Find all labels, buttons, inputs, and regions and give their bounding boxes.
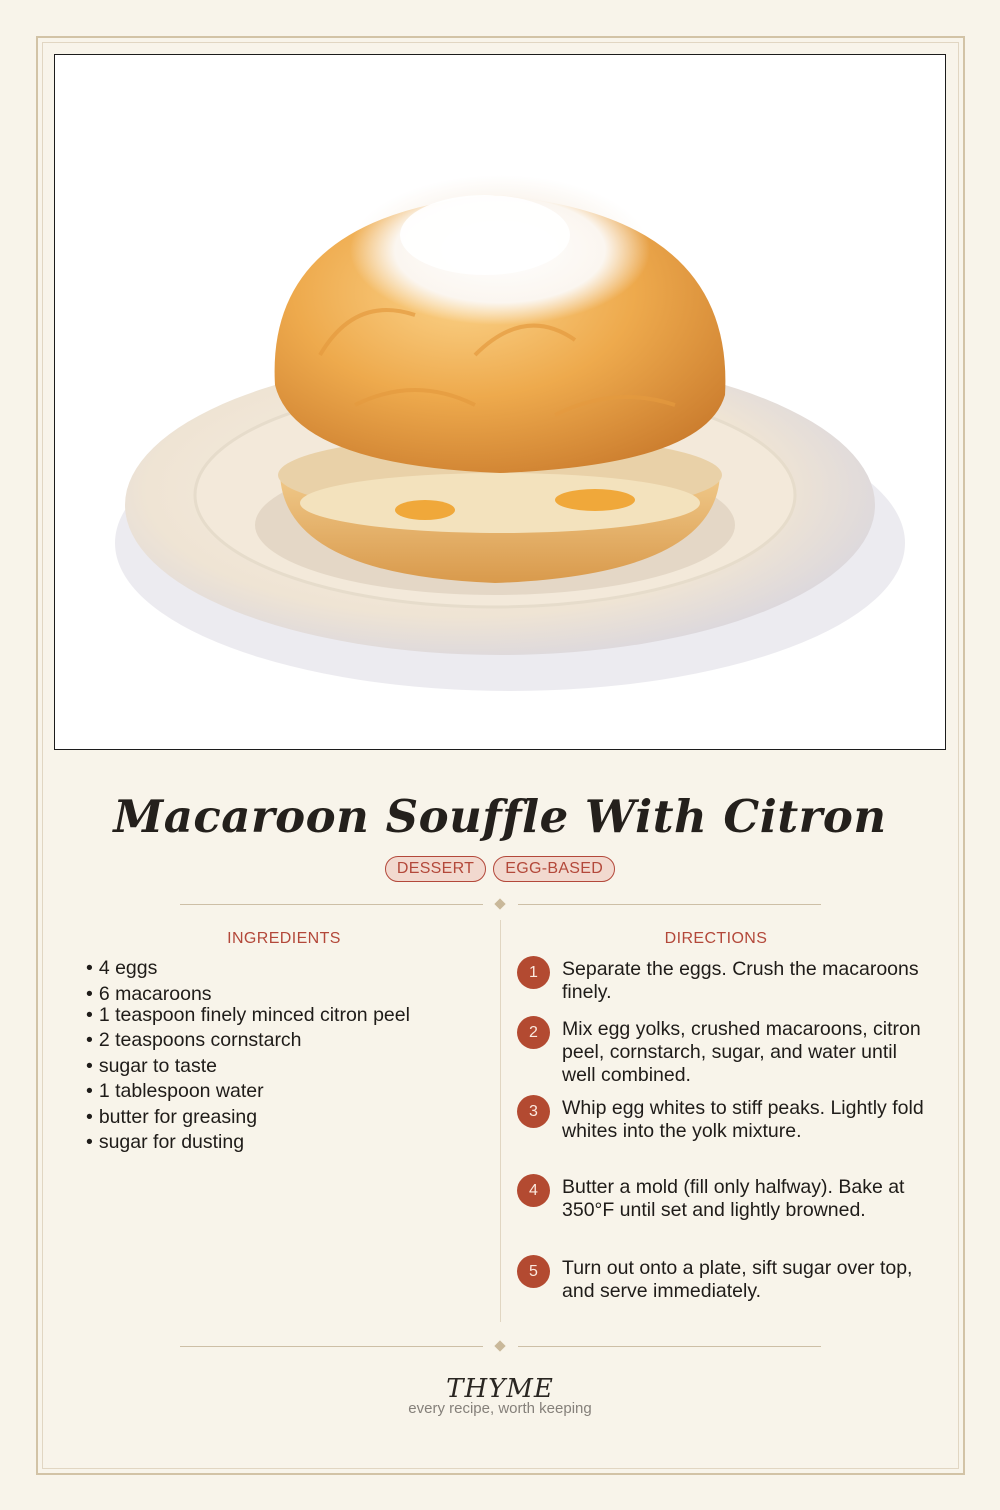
ingredient-item: • butter for greasing <box>86 1105 476 1131</box>
divider-left <box>180 904 483 905</box>
recipe-title: Macaroon Souffle With Citron <box>113 790 887 843</box>
step-text: Mix egg yolks, crushed macaroons, citron peel, cornstarch, sugar, and water until well combined. <box>562 1018 921 1086</box>
step-number-badge: 4 <box>517 1174 550 1207</box>
ingredient-item: • sugar for dusting <box>86 1130 476 1156</box>
ingredients-list <box>86 956 476 1156</box>
ingredients-heading: INGREDIENTS <box>227 930 341 947</box>
column-divider <box>500 920 501 1322</box>
step-text: Turn out onto a plate, sift sugar over top, and serve immediately. <box>562 1257 913 1302</box>
ingredient-item: • 1 tablespoon water <box>86 1079 476 1105</box>
tag-egg-based: EGG-BASED <box>493 856 615 882</box>
footer-divider-right <box>518 1346 821 1347</box>
ingredient-item: • 4 eggs <box>86 956 476 982</box>
ingredient-item: • sugar to taste <box>86 1054 476 1080</box>
brand-logo: THYME <box>446 1374 554 1404</box>
tag-list <box>0 856 1000 882</box>
ingredient-item: • 2 teaspoons cornstarch <box>86 1028 476 1054</box>
step-number-badge: 5 <box>517 1255 550 1288</box>
step-text: Separate the eggs. Crush the macaroons finely. <box>562 958 919 1003</box>
recipe-photo <box>54 54 946 750</box>
directions-heading: DIRECTIONS <box>664 930 768 947</box>
ingredient-item: • 6 macaroons <box>86 982 476 1003</box>
step-number-badge: 1 <box>517 956 550 989</box>
step-number-badge: 2 <box>517 1016 550 1049</box>
brand-tagline: every recipe, worth keeping <box>408 1400 592 1417</box>
step-number-badge: 3 <box>517 1095 550 1128</box>
divider-right <box>518 904 821 905</box>
ingredient-item: • 1 teaspoon finely minced citron peel <box>86 1003 476 1029</box>
tag-dessert: DESSERT <box>385 856 486 882</box>
step-text: Whip egg whites to stiff peaks. Lightly fold whites into the yolk mixture. <box>562 1097 924 1142</box>
step-text: Butter a mold (fill only halfway). Bake at 350°F until set and lightly browned. <box>562 1176 905 1221</box>
footer-divider-left <box>180 1346 483 1347</box>
